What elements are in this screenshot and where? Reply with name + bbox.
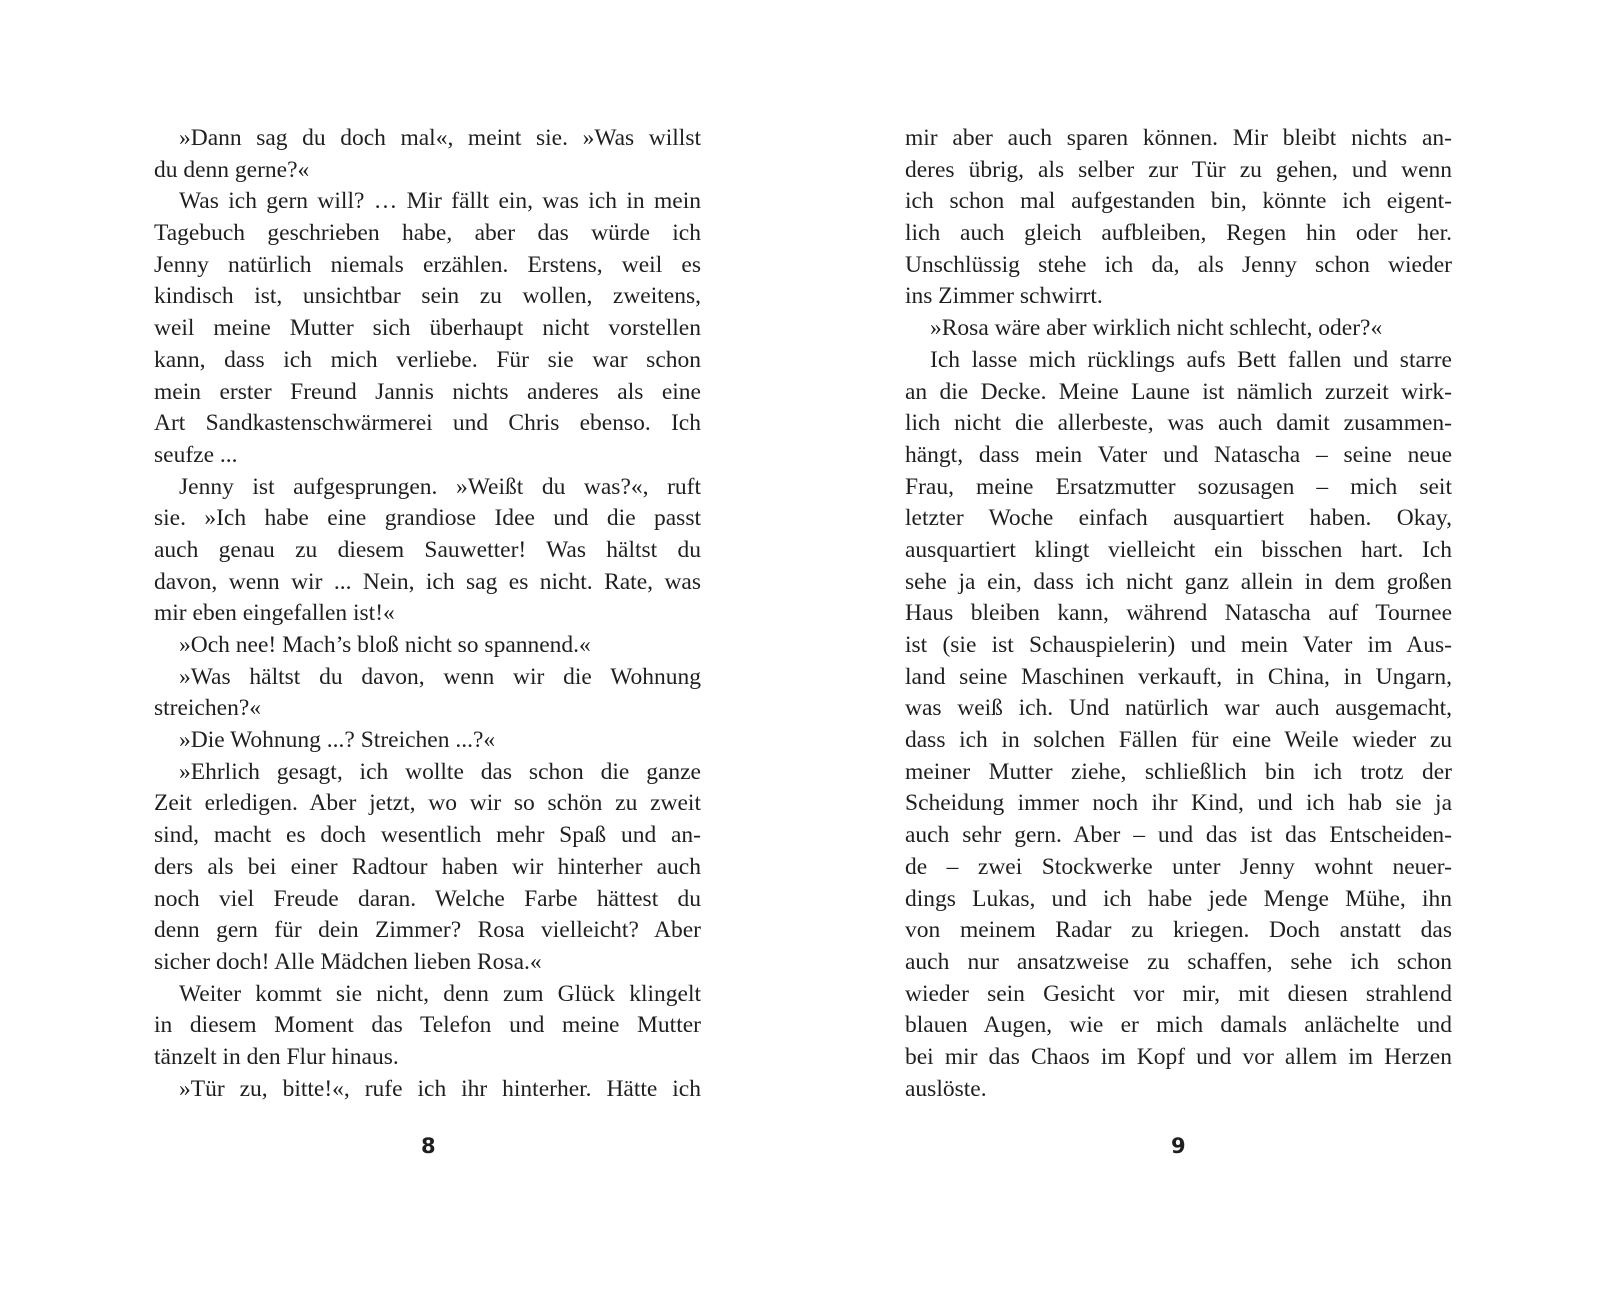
text-line: ich schon mal aufgestanden bin, könnte ich eigent- bbox=[905, 188, 1452, 215]
text-line: hängt, dass mein Vater und Natascha – seine neue bbox=[905, 441, 1452, 468]
text-line: mir aber auch sparen können. Mir bleibt nichts an- bbox=[905, 125, 1452, 151]
text-line: was weiß ich. Und natürlich war auch ausgemacht, bbox=[905, 695, 1452, 722]
text-line: ausquartiert klingt vielleicht ein bisschen hart. Ich bbox=[905, 536, 1452, 563]
text-line: »Rosa wäre aber wirklich nicht schlecht, oder?« bbox=[930, 315, 1383, 342]
text-line: wieder sein Gesicht vor mir, mit diesen strahlend bbox=[905, 980, 1452, 1007]
text-line: Art Sandkastenschwärmerei und Chris ebenso. Ich bbox=[154, 410, 701, 437]
text-line: Frau, meine Ersatzmutter sozusagen – mich seit bbox=[905, 473, 1452, 500]
text-line: tänzelt in den Flur hinaus. bbox=[154, 1043, 399, 1070]
right-page bbox=[800, 0, 1600, 1313]
text-line: Jenny ist aufgesprungen. »Weißt du was?«, ruft bbox=[179, 473, 701, 500]
text-line: »Tür zu, bitte!«, rufe ich ihr hinterher. Hätte ich bbox=[179, 1075, 701, 1102]
text-line: in diesem Moment das Telefon und meine Mutter bbox=[154, 1012, 701, 1039]
text-line: »Och nee! Mach’s bloß nicht so spannend.« bbox=[179, 632, 591, 658]
text-line: denn gern für dein Zimmer? Rosa vielleicht? Aber bbox=[154, 917, 701, 944]
text-line: letzter Woche einfach ausquartiert haben. Okay, bbox=[905, 505, 1452, 532]
text-line: land seine Maschinen verkauft, in China, in Ungarn, bbox=[905, 663, 1452, 690]
text-line: meiner Mutter ziehe, schließlich bin ich trotz der bbox=[905, 758, 1452, 785]
text-line: sehe ja ein, dass ich nicht ganz allein in dem großen bbox=[905, 568, 1452, 595]
text-line: ders als bei einer Radtour haben wir hinterher auch bbox=[154, 853, 701, 880]
text-line: dass ich in solchen Fällen für eine Weile wieder zu bbox=[905, 727, 1452, 754]
text-line: deres übrig, als selber zur Tür zu gehen, und wenn bbox=[905, 156, 1452, 183]
text-line: »Ehrlich gesagt, ich wollte das schon die ganze bbox=[179, 758, 701, 785]
text-line: Ich lasse mich rücklings aufs Bett fallen und starre bbox=[930, 346, 1452, 373]
text-line: lich nicht die allerbeste, was auch damit zusammen- bbox=[905, 410, 1452, 437]
text-line: noch viel Freude daran. Welche Farbe hättest du bbox=[154, 885, 701, 912]
text-line: bei mir das Chaos im Kopf und vor allem im Herzen bbox=[905, 1043, 1452, 1070]
text-line: Jenny natürlich niemals erzählen. Erstens, weil es bbox=[154, 251, 701, 278]
text-line: weil meine Mutter sich überhaupt nicht vorstellen bbox=[154, 315, 701, 342]
text-line: dings Lukas, und ich habe jede Menge Mühe, ihn bbox=[905, 885, 1452, 912]
text-line: auch genau zu diesem Sauwetter! Was hältst du bbox=[154, 536, 701, 563]
text-line: Scheidung immer noch ihr Kind, und ich hab sie ja bbox=[905, 790, 1452, 817]
page-number-right: 9 bbox=[1171, 1134, 1186, 1158]
text-line: sind, macht es doch wesentlich mehr Spaß und an- bbox=[154, 822, 701, 849]
text-line: du denn gerne?« bbox=[154, 156, 310, 183]
text-line: Unschlüssig stehe ich da, als Jenny schon wieder bbox=[905, 251, 1452, 278]
text-line: von meinem Radar zu kriegen. Doch anstatt das bbox=[905, 917, 1452, 944]
text-line: lich auch gleich aufbleiben, Regen hin oder her. bbox=[905, 220, 1452, 247]
text-line: mir eben eingefallen ist!« bbox=[154, 600, 395, 627]
text-line: kindisch ist, unsichtbar sein zu wollen, zweitens, bbox=[154, 283, 701, 310]
text-line: blauen Augen, wie er mich damals anlächelte und bbox=[905, 1012, 1452, 1039]
text-line: auslöste. bbox=[905, 1075, 987, 1102]
text-line: an die Decke. Meine Laune ist nämlich zurzeit wirk- bbox=[905, 378, 1452, 405]
right-page-text bbox=[905, 123, 1452, 1105]
text-line: Was ich gern will? … Mir fällt ein, was ich in mein bbox=[179, 188, 701, 215]
text-line: »Was hältst du davon, wenn wir die Wohnung bbox=[179, 663, 701, 690]
text-line: »Die Wohnung ...? Streichen ...?« bbox=[179, 727, 496, 754]
text-line: »Dann sag du doch mal«, meint sie. »Was willst bbox=[179, 125, 701, 151]
text-line: Zeit erledigen. Aber jetzt, wo wir so schön zu zweit bbox=[154, 790, 701, 817]
text-line: Tagebuch geschrieben habe, aber das würde ich bbox=[154, 220, 701, 247]
text-line: Weiter kommt sie nicht, denn zum Glück klingelt bbox=[179, 980, 701, 1007]
text-line: de – zwei Stockwerke unter Jenny wohnt neuer- bbox=[905, 853, 1452, 880]
text-line: kann, dass ich mich verliebe. Für sie war schon bbox=[154, 346, 701, 373]
text-line: ist (sie ist Schauspielerin) und mein Vater im Aus- bbox=[905, 632, 1452, 658]
text-line: mein erster Freund Jannis nichts anderes als eine bbox=[154, 378, 701, 405]
text-line: auch sehr gern. Aber – und das ist das Entscheiden- bbox=[905, 822, 1452, 849]
page-number-left: 8 bbox=[421, 1134, 436, 1158]
text-line: sicher doch! Alle Mädchen lieben Rosa.« bbox=[154, 948, 542, 975]
text-line: seufze ... bbox=[154, 441, 238, 468]
text-line: ins Zimmer schwirrt. bbox=[905, 283, 1103, 310]
text-line: davon, wenn wir ... Nein, ich sag es nicht. Rate, was bbox=[154, 568, 701, 595]
text-line: auch nur ansatzweise zu schaffen, sehe ich schon bbox=[905, 948, 1452, 975]
left-page-text bbox=[154, 123, 701, 1105]
text-line: sie. »Ich habe eine grandiose Idee und die passt bbox=[154, 505, 701, 532]
text-line: Haus bleiben kann, während Natascha auf Tournee bbox=[905, 600, 1452, 627]
text-line: streichen?« bbox=[154, 695, 262, 722]
